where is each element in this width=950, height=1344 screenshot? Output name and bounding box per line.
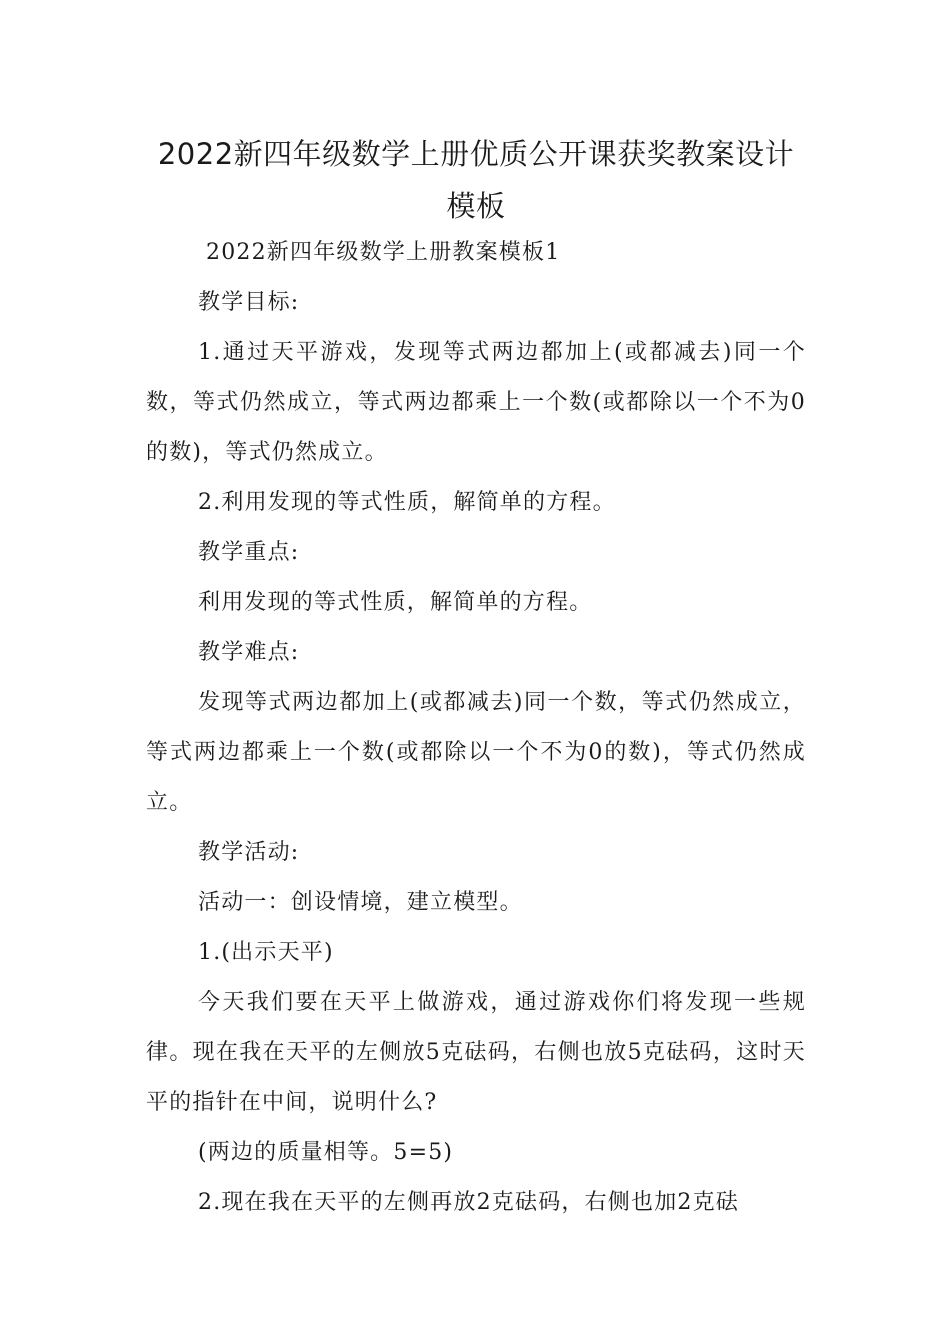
paragraph-key-points-heading: 教学重点: bbox=[198, 540, 300, 565]
paragraph-key-points: 利用发现的等式性质，解简单的方程。 bbox=[198, 590, 593, 615]
paragraph-objectives-heading: 教学目标: bbox=[198, 290, 300, 315]
section-heading: 2022新四年级数学上册教案模板1 bbox=[206, 240, 561, 265]
paragraph-difficulties: 发现等式两边都加上(或都减去)同一个数，等式仍然成立，等式两边都乘上一个数(或都除以一个不为0的数)，等式仍然成立。 bbox=[146, 690, 806, 815]
paragraph-objective-2: 2.利用发现的等式性质，解简单的方程。 bbox=[198, 490, 616, 515]
paragraph-objective-1: 1.通过天平游戏，发现等式两边都加上(或都减去)同一个数，等式仍然成立，等式两边都乘上一个数(或都除以一个不为0的数)，等式仍然成立。 bbox=[146, 340, 806, 465]
paragraph-difficulties-heading: 教学难点: bbox=[198, 640, 300, 665]
paragraph-step-1: 1.(出示天平) bbox=[198, 940, 334, 965]
paragraph-step-2: 2.现在我在天平的左侧再放2克砝码，右侧也加2克砝 bbox=[198, 1190, 739, 1215]
paragraph-activities-heading: 教学活动: bbox=[198, 840, 300, 865]
document-title: 2022新四年级数学上册优质公开课获奖教案设计模板 bbox=[157, 137, 795, 223]
document-body bbox=[146, 228, 806, 1228]
paragraph-step-1-answer: (两边的质量相等。5=5) bbox=[198, 1140, 454, 1165]
paragraph-activity-1: 活动一：创设情境，建立模型。 bbox=[198, 890, 523, 915]
paragraph-step-1-detail: 今天我们要在天平上做游戏，通过游戏你们将发现一些规律。现在我在天平的左侧放5克砝码，右侧也放5克砝码，这时天平的指针在中间，说明什么? bbox=[146, 990, 806, 1115]
